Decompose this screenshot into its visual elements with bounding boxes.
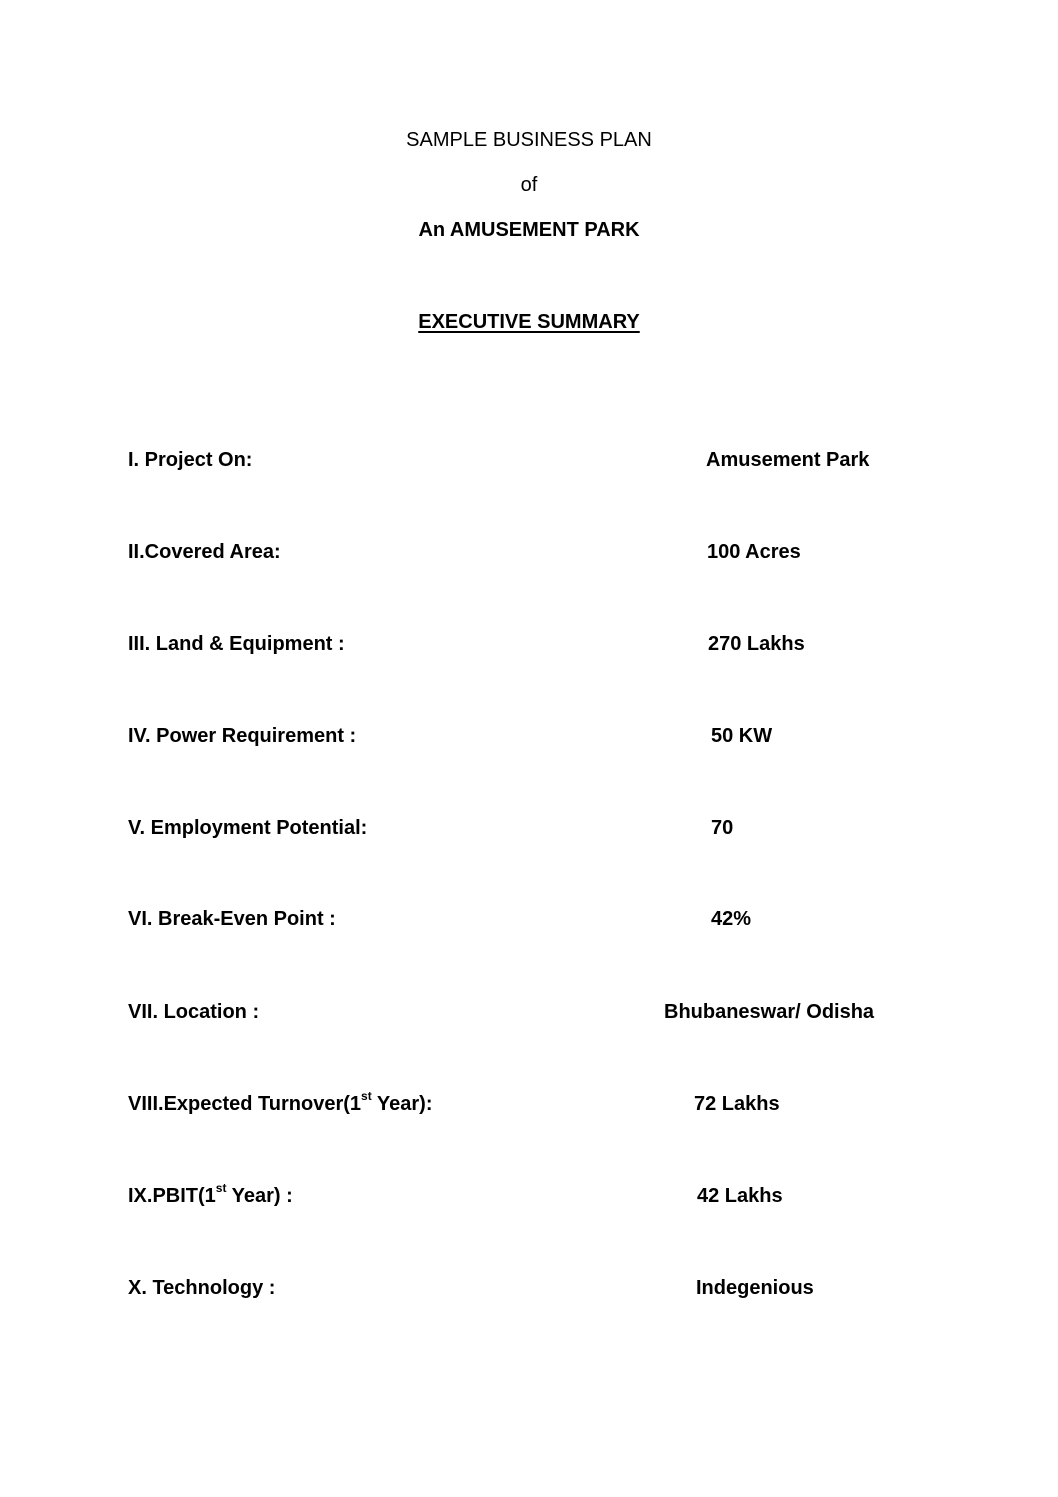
summary-value-power: 50 KW xyxy=(711,725,773,747)
summary-label-location: VII. Location : xyxy=(128,1001,260,1023)
summary-value-pbit: 42 Lakhs xyxy=(697,1185,783,1207)
summary-label-turnover: VIII.Expected Turnover(1st Year): xyxy=(128,1089,433,1115)
section-heading: EXECUTIVE SUMMARY xyxy=(418,311,640,333)
summary-value-break-even: 42% xyxy=(711,908,752,930)
summary-value-covered-area: 100 Acres xyxy=(707,541,801,563)
summary-value-project: Amusement Park xyxy=(706,449,870,471)
summary-label-employment: V. Employment Potential: xyxy=(128,817,368,839)
summary-label-power: IV. Power Requirement : xyxy=(128,725,357,747)
summary-value-location: Bhubaneswar/ Odisha xyxy=(664,1001,875,1023)
summary-value-turnover: 72 Lakhs xyxy=(694,1093,780,1115)
document-subject: An AMUSEMENT PARK xyxy=(418,219,640,241)
document-subtitle-of: of xyxy=(520,174,538,196)
summary-value-technology: Indegenious xyxy=(696,1277,814,1299)
summary-label-technology: X. Technology : xyxy=(128,1277,276,1299)
summary-label-break-even: VI. Break-Even Point : xyxy=(128,908,336,930)
summary-label-pbit: IX.PBIT(1st Year) : xyxy=(128,1181,293,1207)
summary-label-covered-area: II.Covered Area: xyxy=(128,541,281,563)
document-title: SAMPLE BUSINESS PLAN xyxy=(406,129,652,151)
summary-value-land-equipment: 270 Lakhs xyxy=(708,633,805,655)
summary-value-employment: 70 xyxy=(711,817,734,839)
summary-label-project: I. Project On: xyxy=(128,449,253,471)
summary-label-land-equipment: III. Land & Equipment : xyxy=(128,633,345,655)
